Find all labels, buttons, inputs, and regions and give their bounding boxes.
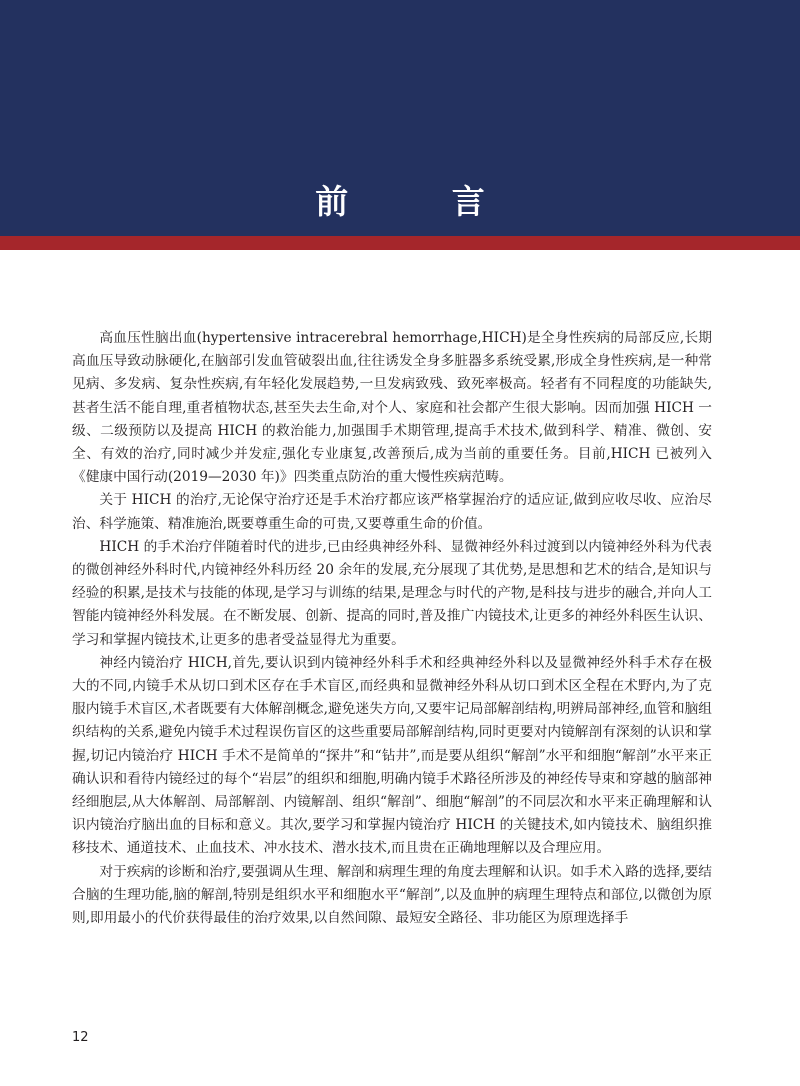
body-text <box>72 327 712 930</box>
paragraph: 关于 HICH 的治疗,无论保守治疗还是手术治疗都应该严格掌握治疗的适应证,做到应收尽收、应治尽治、科学施策、精准施治,既要尊重生命的可贵,又要尊重生命的价值。 <box>72 492 712 532</box>
paragraph: HICH 的手术治疗伴随着时代的进步,已由经典神经外科、显微神经外科过渡到以内镜神经外科为代表的微创神经外科时代,内镜神经外科历经 20 余年的发展,充分展现了其优势,是思想和艺术的结合,是知识与经验的积累,是技术与技能的体现,是学习与训练的结果,是理念与时代的产物,是科技与进步的融合,并向人工智能内镜神经外科发展。在不断发展、创新、提高的同时,普及推广内镜技术,让更多的神经外科医生认识、学习和掌握内镜技术,让更多的患者受益显得尤为重要。 <box>72 538 712 648</box>
paragraph: 高血压性脑出血(hypertensive intracerebral hemorrhage,HICH)是全身性疾病的局部反应,长期高血压导致动脉硬化,在脑部引发血管破裂出血,往往诱发全身多脏器多系统受累,形成全身性疾病,是一种常见病、多发病、复杂性疾病,有年轻化发展趋势,一旦发病致残、致死率极高。轻者有不同程度的功能缺失,甚者生活不能自理,重者植物状态,甚至失去生命,对个人、家庭和社会都产生很大影响。因而加强 HICH 一级、二级预防以及提高 HICH 的救治能力,加强围手术期管理,提高手术技术,做到科学、精准、微创、安全、有效的治疗,同时减少并发症,强化专业康复,改善预后,成为当前的重要任务。目前,HICH 已被列入《健康中国行动(2019—2030 年)》四类重点防治的重大慢性疾病范畴。 <box>72 330 712 486</box>
paragraph: 对于疾病的诊断和治疗,要强调从生理、解剖和病理生理的角度去理解和认识。如手术入路的选择,要结合脑的生理功能,脑的解剖,特别是组织水平和细胞水平“解剖”,以及血肿的病理生理特点和部位,以微创为原则,即用最小的代价获得最佳的治疗效果,以自然间隙、最短安全路径、非功能区为原理选择手 <box>72 863 712 927</box>
header-stripe <box>0 236 800 250</box>
page-number: 12 <box>72 1030 89 1045</box>
page-title: 前 言 <box>315 182 531 221</box>
paragraph: 神经内镜治疗 HICH,首先,要认识到内镜神经外科手术和经典神经外科以及显微神经外科手术存在极大的不同,内镜手术从切口到术区存在手术盲区,而经典和显微神经外科从切口到术区全程在术野内,为了克服内镜手术盲区,术者既要有大体解剖概念,避免迷失方向,又要牢记局部解剖结构,明辨局部神经,血管和脑组织结构的关系,避免内镜手术过程误伤盲区的这些重要局部解剖结构,同时更要对内镜解剖有深刻的认识和掌握,切记内镜治疗 HICH 手术不是简单的“探井”和“钻井”,而是要从组织“解剖”水平和细胞“解剖”水平来正确认识和看待内镜经过的每个“岩层”的组织和细胞,明确内镜手术路径所涉及的神经传导束和穿越的脑部神经细胞层,从大体解剖、局部解剖、内镜解剖、组织“解剖”、细胞“解剖”的不同层次和水平来正确理解和认识内镜治疗脑出血的目标和意义。其次,要学习和掌握内镜治疗 HICH 的关键技术,如内镜技术、脑组织推移技术、通道技术、止血技术、冲水技术、潜水技术,而且贵在正确地理解以及合理应用。 <box>72 654 712 857</box>
